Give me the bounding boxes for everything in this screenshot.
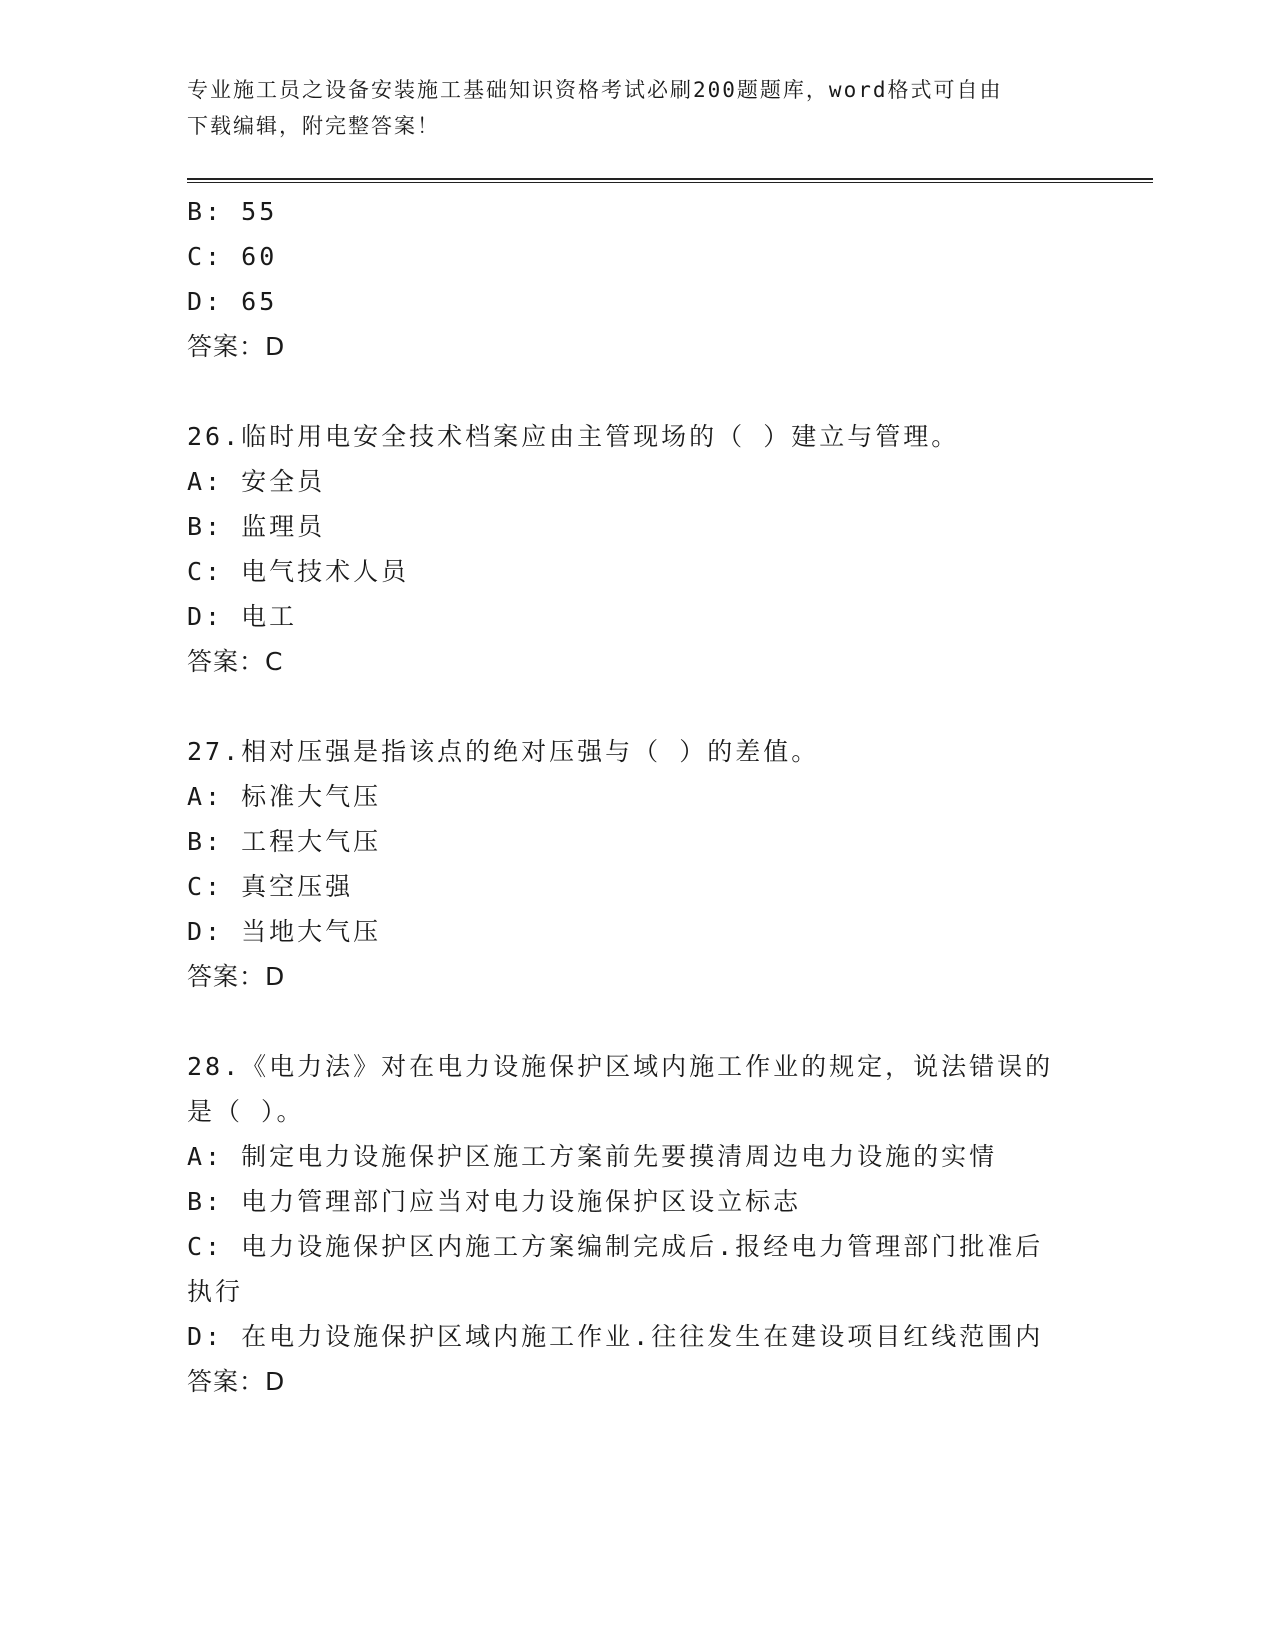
option-b: B: 工程大气压 [187, 827, 382, 856]
option-d: D: 在电力设施保护区域内施工作业.往往发生在建设项目红线范围内 [187, 1322, 1044, 1351]
answer: 答案：D [187, 962, 286, 991]
document-header [187, 72, 1067, 144]
option-a: A: 制定电力设施保护区施工方案前先要摸清周边电力设施的实情 [187, 1142, 998, 1171]
option-b: B: 55 [187, 197, 278, 226]
question-stem: 26.临时用电安全技术档案应由主管现场的（ ）建立与管理。 [187, 422, 960, 451]
option-a: A: 标准大气压 [187, 782, 382, 811]
option-d: D: 当地大气压 [187, 917, 382, 946]
question-28 [187, 1044, 1087, 1404]
option-c-line-1: C: 电力设施保护区内施工方案编制完成后.报经电力管理部门批准后 [187, 1232, 1044, 1261]
question-25 [187, 189, 1087, 369]
answer: 答案：D [187, 332, 286, 361]
option-d: D: 65 [187, 287, 278, 316]
question-stem-line-1: 28.《电力法》对在电力设施保护区域内施工作业的规定，说法错误的 [187, 1052, 1054, 1081]
question-26 [187, 414, 1087, 684]
option-b: B: 监理员 [187, 512, 326, 541]
question-27 [187, 729, 1087, 999]
option-c: C: 电气技术人员 [187, 557, 410, 586]
question-stem: 27.相对压强是指该点的绝对压强与（ ）的差值。 [187, 737, 820, 766]
option-d: D: 电工 [187, 602, 298, 631]
spacer [187, 369, 1087, 414]
option-c: C: 60 [187, 242, 278, 271]
header-divider [187, 178, 1153, 183]
header-line-1: 专业施工员之设备安装施工基础知识资格考试必刷200题题库，word格式可自由 [187, 78, 1003, 102]
spacer [187, 684, 1087, 729]
question-stem-line-2: 是（ ）。 [187, 1097, 305, 1126]
answer: 答案：D [187, 1367, 286, 1396]
header-line-2: 下载编辑，附完整答案！ [187, 114, 440, 138]
option-c: C: 真空压强 [187, 872, 354, 901]
question-list [187, 189, 1087, 1404]
option-c-line-2: 执行 [187, 1277, 244, 1306]
answer: 答案：C [187, 647, 284, 676]
spacer [187, 999, 1087, 1044]
option-a: A: 安全员 [187, 467, 326, 496]
option-b: B: 电力管理部门应当对电力设施保护区设立标志 [187, 1187, 802, 1216]
